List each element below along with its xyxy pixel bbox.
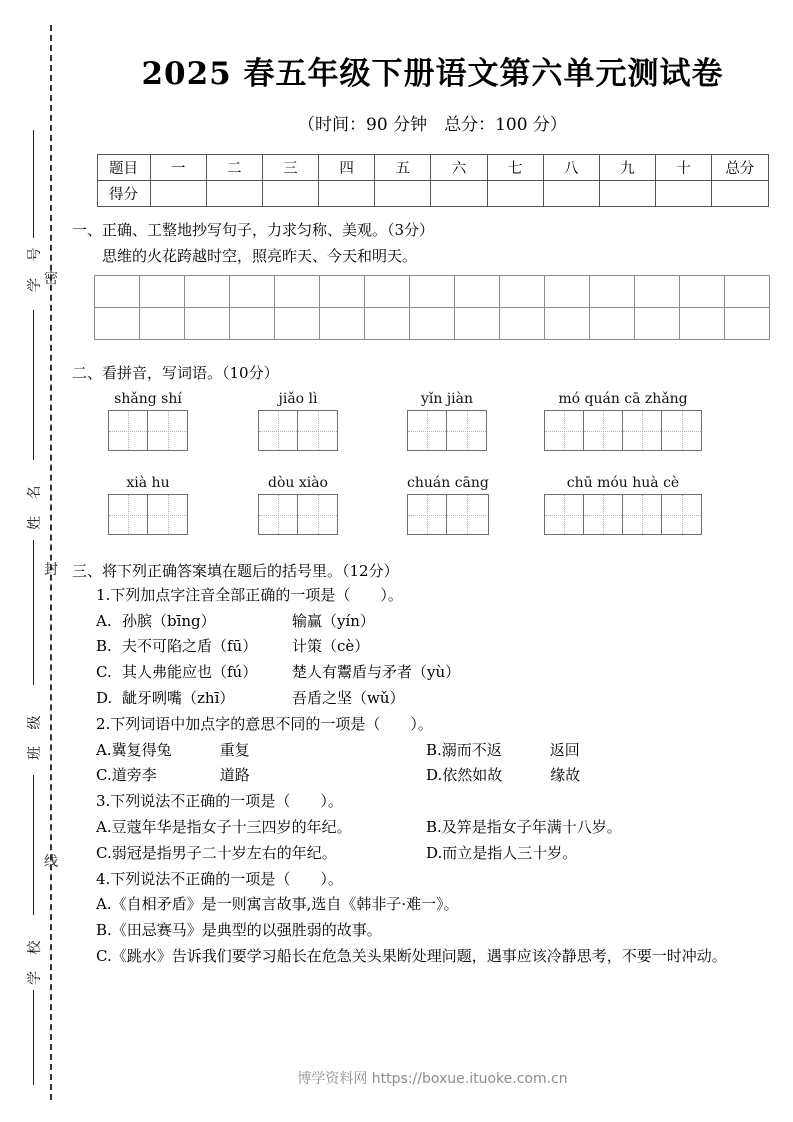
- question-block: [72, 583, 793, 712]
- score-table-column-header: 四: [319, 155, 375, 181]
- section-one: [72, 207, 793, 340]
- question-option[interactable]: [426, 818, 622, 836]
- copy-grid-cell[interactable]: [590, 275, 635, 307]
- copy-grid-cell[interactable]: [545, 307, 590, 339]
- pinyin-label: dòu xiào: [267, 475, 328, 492]
- tianzige-box-row: [544, 494, 702, 535]
- copy-grid-cell[interactable]: [455, 307, 500, 339]
- option-text-primary: 《田忌赛马》是典型的以强胜弱的故事。: [111, 921, 382, 940]
- copy-grid-cell[interactable]: [365, 307, 410, 339]
- pinyin-word-group: [108, 388, 188, 451]
- copy-grid-cell[interactable]: [410, 275, 455, 307]
- question-option-row: [72, 763, 793, 789]
- question-block: [72, 789, 793, 866]
- question-option[interactable]: [72, 686, 793, 712]
- question-option[interactable]: [96, 815, 426, 841]
- option-text-secondary: 重复: [219, 740, 250, 759]
- seal-word-feng: 封: [44, 562, 58, 578]
- pinyin-word-group: [258, 388, 338, 451]
- tianzige-cell[interactable]: [584, 411, 623, 450]
- score-table-column-header: 十: [656, 155, 712, 181]
- question-option[interactable]: [96, 841, 426, 867]
- tianzige-cell[interactable]: [109, 495, 148, 534]
- seal-rule: [33, 775, 34, 915]
- option-text-secondary: 缘故: [550, 766, 581, 785]
- tianzige-cell[interactable]: [148, 495, 187, 534]
- tianzige-cell[interactable]: [447, 411, 486, 450]
- seal-field-student-name: 姓 名: [27, 479, 43, 530]
- tianzige-cell[interactable]: [148, 411, 187, 450]
- tianzige-box-row: [108, 494, 188, 535]
- pinyin-label: chuán cāng: [407, 475, 489, 492]
- option-label: D.: [426, 766, 443, 785]
- tianzige-cell[interactable]: [584, 495, 623, 534]
- copy-grid-cell[interactable]: [500, 275, 545, 307]
- exam-subtitle: （时间：90 分钟 总分：100 分）: [298, 115, 567, 135]
- pinyin-label: xià hu: [126, 475, 170, 492]
- footer-watermark: 博学资料网 https://boxue.ituoke.com.cn: [297, 1071, 568, 1087]
- tianzige-cell[interactable]: [623, 411, 662, 450]
- score-table-score-cell[interactable]: [319, 181, 375, 207]
- copy-grid-cell[interactable]: [725, 275, 770, 307]
- question-option-row: [72, 738, 793, 764]
- option-text-secondary: 返回: [549, 740, 580, 759]
- score-table-column-header: 五: [375, 155, 431, 181]
- question-option[interactable]: [72, 918, 793, 944]
- question-option[interactable]: [72, 944, 793, 970]
- handwriting-copy-grid[interactable]: [94, 275, 770, 340]
- option-label: B.: [426, 817, 442, 836]
- pinyin-label: yǐn jiàn: [420, 391, 474, 408]
- pinyin-word-group: [258, 472, 338, 535]
- score-table-column-header: 六: [431, 155, 487, 181]
- section-one-sentence: 思维的火花跨越时空，照亮昨天、今天和明天。: [102, 246, 418, 265]
- tianzige-box-row: [407, 494, 489, 535]
- option-text-primary: 冀复得兔: [111, 740, 172, 759]
- section-two-heading: 二、看拼音，写词语。（10分）: [72, 363, 279, 382]
- option-text-secondary: 楚人有鬻盾与矛者（yù）: [292, 663, 461, 682]
- copy-grid-cell[interactable]: [455, 275, 500, 307]
- option-text-primary: 而立是指人三十岁。: [442, 843, 578, 862]
- copy-grid-cell[interactable]: [590, 307, 635, 339]
- tianzige-cell[interactable]: [545, 411, 584, 450]
- question-option[interactable]: [96, 738, 426, 764]
- option-text-primary: 《跳水》告诉我们要学习船长在危急关头果断处理问题，遇事应该冷静思考，不要一时冲动。: [111, 946, 727, 965]
- score-table-row-label: 题目: [97, 155, 150, 181]
- seal-rule: [33, 990, 34, 1085]
- copy-grid-cell[interactable]: [410, 307, 455, 339]
- score-table-score-cell[interactable]: [262, 181, 318, 207]
- score-table-column-header: 九: [599, 155, 655, 181]
- tianzige-cell[interactable]: [447, 495, 486, 534]
- option-label: B.: [426, 740, 442, 759]
- page-title: 2025 春五年级下册语文第六单元测试卷: [141, 56, 724, 92]
- tianzige-box-row: [108, 410, 188, 451]
- copy-grid-row: [95, 275, 770, 307]
- tianzige-box-row: [258, 494, 338, 535]
- option-text-secondary: 吾盾之坚（wǔ）: [292, 688, 405, 707]
- question-option[interactable]: [426, 844, 577, 862]
- score-table-score-cell[interactable]: [487, 181, 543, 207]
- score-table-row: [97, 155, 768, 181]
- pinyin-label: mó quán cā zhǎng: [558, 391, 688, 408]
- option-text-primary: 其人弗能应也（fú）: [122, 663, 258, 682]
- pinyin-word-group: [544, 472, 702, 535]
- score-table-score-cell[interactable]: [150, 181, 206, 207]
- score-table-score-cell[interactable]: [206, 181, 262, 207]
- question-option[interactable]: [426, 741, 580, 759]
- copy-grid-cell[interactable]: [275, 307, 320, 339]
- option-text-primary: 《自相矛盾》是一则寓言故事,选自《韩非子·难一》。: [111, 895, 459, 914]
- sealing-margin: [0, 0, 72, 1122]
- pinyin-word-group: [407, 388, 487, 451]
- option-text-primary: 夫不可陷之盾（fū）: [122, 637, 258, 656]
- tianzige-box-row: [258, 410, 338, 451]
- question-option[interactable]: [72, 660, 793, 686]
- score-table-score-cell[interactable]: [712, 181, 768, 207]
- tianzige-cell[interactable]: [259, 411, 298, 450]
- seal-field-class: 班 级: [27, 709, 43, 760]
- option-text-primary: 溺而不返: [441, 740, 502, 759]
- question-option[interactable]: [426, 766, 580, 784]
- option-text-primary: 道旁李: [111, 766, 157, 785]
- copy-grid-cell[interactable]: [545, 275, 590, 307]
- tianzige-box-row: [544, 410, 702, 451]
- copy-grid-row: [95, 307, 770, 339]
- option-text-primary: 弱冠是指男子二十岁左右的年纪。: [111, 843, 337, 862]
- pinyin-word-group: [544, 388, 702, 451]
- option-text-secondary: 道路: [219, 766, 250, 785]
- score-table-column-header: 三: [262, 155, 318, 181]
- tianzige-cell[interactable]: [545, 495, 584, 534]
- option-label: A.: [96, 895, 112, 914]
- score-table-column-header: 一: [150, 155, 206, 181]
- pinyin-word-group: [108, 472, 188, 535]
- score-table-score-cell[interactable]: [431, 181, 487, 207]
- score-table-score-cell[interactable]: [656, 181, 712, 207]
- option-label: A.: [96, 817, 112, 836]
- question-list: [72, 583, 793, 970]
- option-text-primary: 龇牙咧嘴（zhī）: [122, 688, 235, 707]
- tianzige-cell[interactable]: [408, 411, 447, 450]
- tianzige-cell[interactable]: [259, 495, 298, 534]
- copy-grid-cell[interactable]: [230, 275, 275, 307]
- option-label: C.: [96, 663, 112, 682]
- option-label: B.: [96, 921, 112, 940]
- copy-grid-cell[interactable]: [680, 307, 725, 339]
- copy-grid-cell[interactable]: [320, 307, 365, 339]
- question-stem: 2.下列词语中加点字的意思不同的一项是（ ）。: [96, 714, 433, 733]
- section-two: [72, 350, 793, 561]
- copy-grid-cell[interactable]: [95, 275, 140, 307]
- copy-grid-cell[interactable]: [275, 275, 320, 307]
- score-table-column-header: 总分: [712, 155, 768, 181]
- option-text-secondary: 计策（cè）: [292, 637, 370, 656]
- pinyin-label: shǎng shí: [114, 391, 182, 408]
- question-option-row: [72, 815, 793, 841]
- tianzige-cell[interactable]: [662, 411, 701, 450]
- question-option[interactable]: [72, 634, 793, 660]
- pinyin-word-group: [407, 472, 489, 535]
- option-label: C.: [96, 766, 112, 785]
- seal-rule: [33, 540, 34, 685]
- score-table-wrapper: [97, 154, 769, 207]
- option-label: D.: [96, 688, 113, 707]
- tianzige-cell[interactable]: [662, 495, 701, 534]
- question-block: [72, 867, 793, 970]
- copy-grid-cell[interactable]: [725, 307, 770, 339]
- copy-grid-cell[interactable]: [680, 275, 725, 307]
- seal-field-student-id: 学 号: [27, 241, 43, 292]
- exam-sheet: [72, 0, 793, 1122]
- option-label: B.: [96, 637, 112, 656]
- option-label: D.: [426, 843, 443, 862]
- copy-grid-cell[interactable]: [140, 307, 185, 339]
- question-option[interactable]: [72, 609, 793, 635]
- tianzige-cell[interactable]: [298, 495, 337, 534]
- score-table-score-cell[interactable]: [599, 181, 655, 207]
- section-three: [72, 560, 793, 969]
- score-table-score-cell[interactable]: [375, 181, 431, 207]
- option-label: A.: [96, 611, 112, 630]
- seal-rule: [33, 130, 34, 238]
- section-one-heading: 一、正确、工整地抄写句子，力求匀称、美观。（3分）: [72, 221, 435, 239]
- seal-word-xian: 线: [44, 854, 58, 870]
- tianzige-cell[interactable]: [623, 495, 662, 534]
- copy-grid-cell[interactable]: [185, 307, 230, 339]
- option-text-primary: 孙膑（bīng）: [122, 611, 216, 630]
- score-table-score-cell[interactable]: [543, 181, 599, 207]
- pinyin-writing-area: [72, 388, 793, 560]
- copy-grid-cell[interactable]: [95, 307, 140, 339]
- tianzige-cell[interactable]: [298, 411, 337, 450]
- copy-grid-cell[interactable]: [635, 307, 680, 339]
- tianzige-cell[interactable]: [109, 411, 148, 450]
- tianzige-cell[interactable]: [408, 495, 447, 534]
- tianzige-box-row: [407, 410, 487, 451]
- copy-grid-cell[interactable]: [500, 307, 545, 339]
- score-table-column-header: 七: [487, 155, 543, 181]
- seal-field-school: 学 校: [27, 934, 43, 985]
- copy-grid-cell[interactable]: [635, 275, 680, 307]
- score-table-column-header: 二: [206, 155, 262, 181]
- copy-grid-cell[interactable]: [365, 275, 410, 307]
- copy-grid-cell[interactable]: [230, 307, 275, 339]
- pinyin-label: jiǎo lì: [278, 391, 318, 408]
- question-block: [72, 712, 793, 789]
- score-table-column-header: 八: [543, 155, 599, 181]
- score-table: [97, 154, 769, 207]
- question-option[interactable]: [96, 763, 426, 789]
- question-stem: 3.下列说法不正确的一项是（ ）。: [96, 792, 343, 811]
- seal-word-mi: 密: [44, 271, 58, 287]
- copy-grid-cell[interactable]: [320, 275, 365, 307]
- copy-grid-cell[interactable]: [185, 275, 230, 307]
- option-text-primary: 依然如故: [442, 766, 503, 785]
- option-text-primary: 豆蔻年华是指女子十三四岁的年纪。: [111, 817, 352, 836]
- question-stem: 1.下列加点字注音全部正确的一项是（ ）。: [96, 585, 403, 604]
- question-option-row: [72, 841, 793, 867]
- option-text-secondary: 输赢（yín）: [292, 611, 375, 630]
- option-label: A.: [96, 740, 112, 759]
- section-three-heading: 三、将下列正确答案填在题后的括号里。（12分）: [72, 562, 399, 581]
- seal-rule: [33, 310, 34, 460]
- question-option[interactable]: [72, 892, 793, 918]
- option-label: C.: [96, 946, 112, 965]
- option-text-primary: 及笄是指女子年满十八岁。: [441, 817, 622, 836]
- option-label: C.: [96, 843, 112, 862]
- question-stem: 4.下列说法不正确的一项是（ ）。: [96, 869, 343, 888]
- score-table-row: [97, 181, 768, 207]
- score-table-row-label: 得分: [97, 181, 150, 207]
- pinyin-label: chū móu huà cè: [566, 475, 680, 492]
- copy-grid-cell[interactable]: [140, 275, 185, 307]
